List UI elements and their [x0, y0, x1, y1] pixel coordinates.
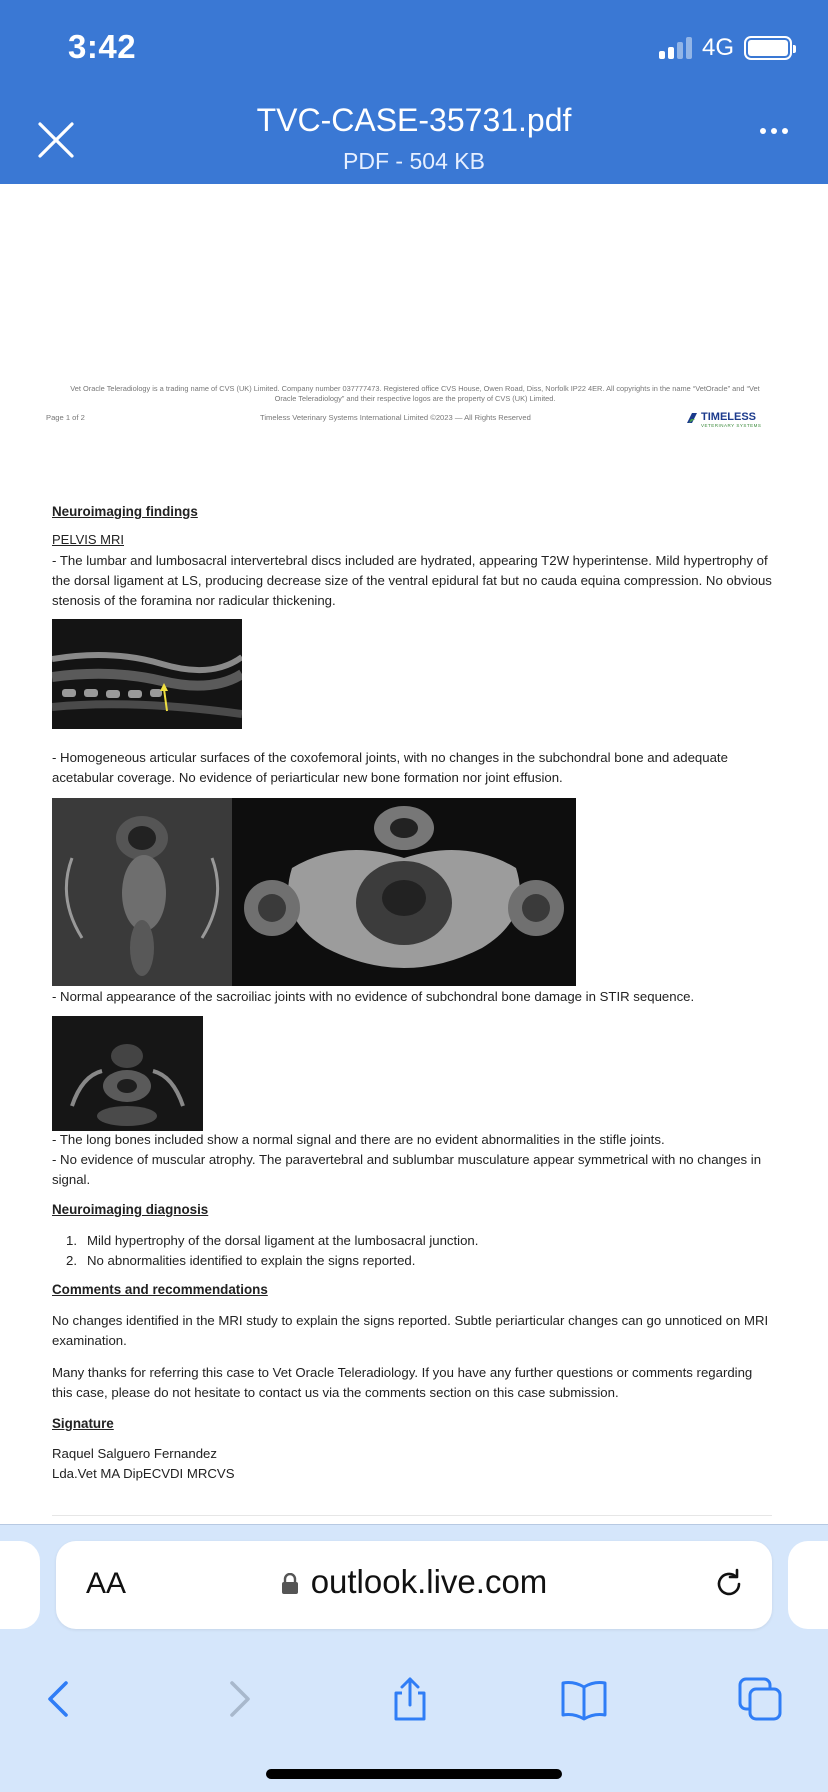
signature-name: Raquel Salguero Fernandez	[52, 1446, 217, 1461]
battery-icon	[744, 36, 792, 60]
share-icon[interactable]	[386, 1675, 434, 1723]
status-time: 3:42	[68, 28, 137, 65]
document-subtitle: PDF - 504 KB	[343, 148, 485, 174]
list-item-text: Mild hypertrophy of the dorsal ligament at the lumbosacral junction.	[87, 1233, 479, 1248]
page-number: Page 1 of 2	[46, 413, 85, 422]
page-divider	[52, 1515, 772, 1516]
diagnosis-list	[66, 1231, 478, 1271]
bookmarks-icon[interactable]	[560, 1675, 608, 1723]
more-options-icon[interactable]	[760, 128, 788, 134]
lock-icon	[281, 1573, 299, 1595]
mri-coronal-image	[52, 798, 232, 986]
home-indicator[interactable]	[266, 1769, 562, 1779]
pdf-page[interactable]	[0, 184, 828, 1524]
timeless-logo	[686, 412, 761, 429]
cellular-signal-icon	[659, 37, 692, 59]
finding-2: - Homogeneous articular surfaces of the coxofemoral joints, with no changes in the subchondral bone and adequate acetabular coverage. No evidence of periarticular new bone formation nor joint effusion.	[52, 750, 728, 785]
status-indicators	[659, 34, 792, 62]
list-item	[66, 1251, 478, 1271]
previous-tab-card[interactable]	[0, 1541, 40, 1629]
list-item	[66, 1231, 478, 1251]
list-item-text: No abnormalities identified to explain the signs reported.	[87, 1253, 416, 1268]
mri-sagittal-image	[52, 619, 242, 729]
diagnosis-heading: Neuroimaging diagnosis	[52, 1202, 209, 1217]
logo-tagline: VETERINARY SYSTEMS	[701, 423, 762, 428]
browser-toolbar	[0, 1524, 828, 1792]
logo-text: TIMELESS	[701, 411, 757, 423]
tabs-icon[interactable]	[736, 1675, 784, 1723]
forward-icon[interactable]	[214, 1675, 262, 1723]
findings-heading: Neuroimaging findings	[52, 504, 198, 519]
address-bar[interactable]	[56, 1541, 772, 1629]
back-icon[interactable]	[36, 1675, 84, 1723]
pdf-viewer-header	[0, 0, 828, 184]
mri-sacroiliac-image	[52, 1016, 203, 1131]
url-display[interactable]	[56, 1563, 772, 1601]
list-item-number: 2.	[66, 1253, 77, 1268]
url-text: outlook.live.com	[310, 1563, 548, 1600]
copyright-text: Timeless Veterinary Systems International Limited ©2023 — All Rights Reserved	[260, 413, 531, 422]
logo-mark-icon	[686, 412, 698, 424]
list-item-number: 1.	[66, 1233, 77, 1248]
finding-4: - The long bones included show a normal signal and there are no evident abnormalities in the stifle joints.	[52, 1132, 665, 1147]
pelvis-mri-label: PELVIS MRI	[52, 532, 125, 547]
finding-1: - The lumbar and lumbosacral intervertebral discs included are hydrated, appearing T2W hyperintense. Mild hypertrophy of the dorsal ligament at LS, producing decrease size of the ventral epidural fat but no cauda equina compression. No obvious stenosis of the foramina nor radicular thickening.	[52, 553, 772, 608]
network-type: 4G	[701, 34, 734, 61]
finding-5: - No evidence of muscular atrophy. The paravertebral and sublumbar musculature appear symmetrical with no changes in signal.	[52, 1152, 762, 1187]
browser-nav-row	[0, 1675, 828, 1735]
finding-3: - Normal appearance of the sacroiliac joints with no evidence of subchondral bone damage in STIR sequence.	[52, 989, 695, 1004]
comment-1: No changes identified in the MRI study to explain the signs reported. Subtle periarticular changes can go unnoticed on MRI examination.	[52, 1313, 769, 1348]
text-size-button[interactable]: AA	[86, 1567, 127, 1600]
mri-transverse-image	[232, 798, 576, 986]
comment-2: Many thanks for referring this case to Vet Oracle Teleradiology. If you have any further questions or comments regarding this case, please do not hesitate to contact us via the comments section on this case submission.	[52, 1365, 753, 1400]
comments-heading: Comments and recommendations	[52, 1282, 268, 1297]
signature-heading: Signature	[52, 1416, 114, 1431]
signature-title: Lda.Vet MA DipECVDI MRCVS	[52, 1466, 235, 1481]
next-tab-card[interactable]	[788, 1541, 828, 1629]
footer-legal-text: Vet Oracle Teleradiology is a trading name of CVS (UK) Limited. Company number 037777473. Registered office CVS House, Owen Road, Diss, Norfolk IP22 4ER. All copyrights in the name “VetOracle” and “Vet Oracle Teleradiology” and their respective logos are the property of CVS (UK) Limited.	[70, 384, 760, 403]
reload-icon[interactable]	[712, 1567, 746, 1601]
document-title: TVC-CASE-35731.pdf	[256, 102, 572, 138]
